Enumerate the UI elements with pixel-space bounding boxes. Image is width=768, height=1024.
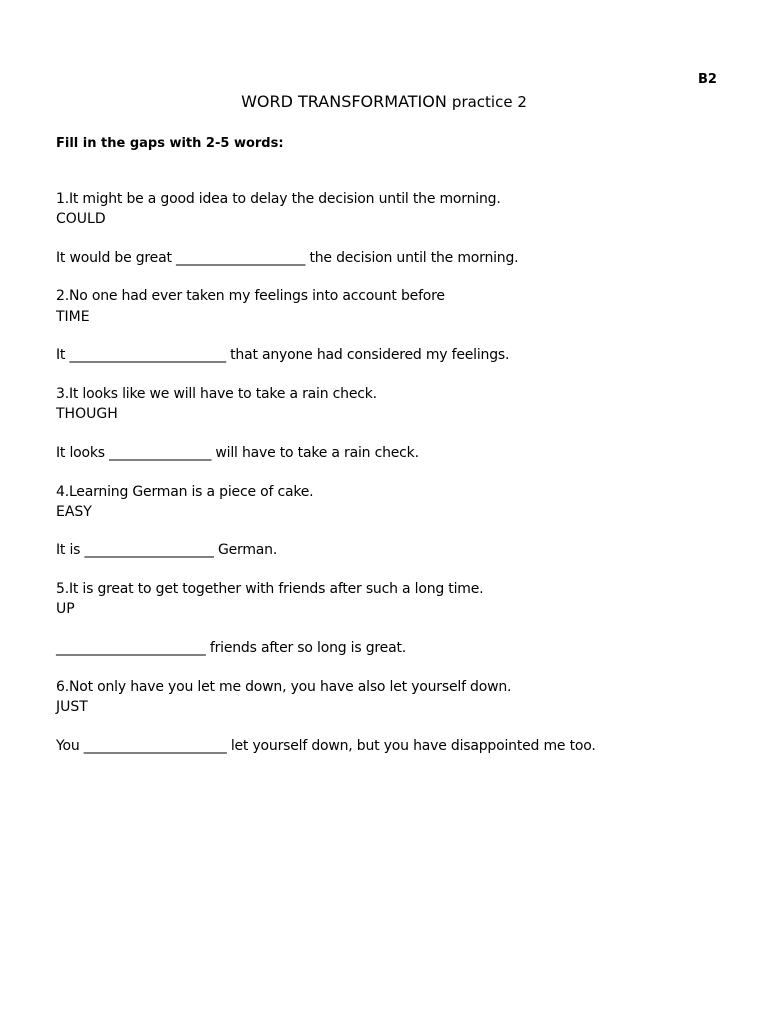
title-main: WORD TRANSFORMATION bbox=[241, 92, 447, 111]
item-3-keyword: THOUGH bbox=[56, 406, 118, 422]
item-6-keyword: JUST bbox=[56, 699, 88, 715]
item-6-prompt: 6.Not only have you let me down, you have also let yourself down. bbox=[56, 679, 512, 695]
item-1-keyword: COULD bbox=[56, 211, 106, 227]
title-sub: practice 2 bbox=[451, 93, 527, 111]
item-4-answer: It is ___________________ German. bbox=[56, 542, 278, 558]
item-5-keyword: UP bbox=[56, 601, 75, 617]
instructions: Fill in the gaps with 2-5 words: bbox=[56, 136, 284, 151]
item-1-answer: It would be great ___________________ the decision until the morning. bbox=[56, 250, 519, 266]
worksheet-title bbox=[0, 92, 768, 111]
item-5-prompt: 5.It is great to get together with friends after such a long time. bbox=[56, 581, 484, 597]
item-3-answer: It looks _______________ will have to take a rain check. bbox=[56, 445, 419, 461]
item-5-answer: ______________________ friends after so long is great. bbox=[56, 640, 406, 656]
item-6-answer: You _____________________ let yourself down, but you have disappointed me too. bbox=[56, 738, 596, 754]
item-2-answer: It _______________________ that anyone had considered my feelings. bbox=[56, 347, 510, 363]
item-3-prompt: 3.It looks like we will have to take a rain check. bbox=[56, 386, 377, 402]
item-2-keyword: TIME bbox=[56, 309, 90, 325]
item-2-prompt: 2.No one had ever taken my feelings into account before bbox=[56, 288, 445, 304]
level-label: B2 bbox=[698, 72, 717, 87]
item-4-keyword: EASY bbox=[56, 504, 92, 520]
item-4-prompt: 4.Learning German is a piece of cake. bbox=[56, 484, 314, 500]
item-1-prompt: 1.It might be a good idea to delay the decision until the morning. bbox=[56, 191, 501, 207]
